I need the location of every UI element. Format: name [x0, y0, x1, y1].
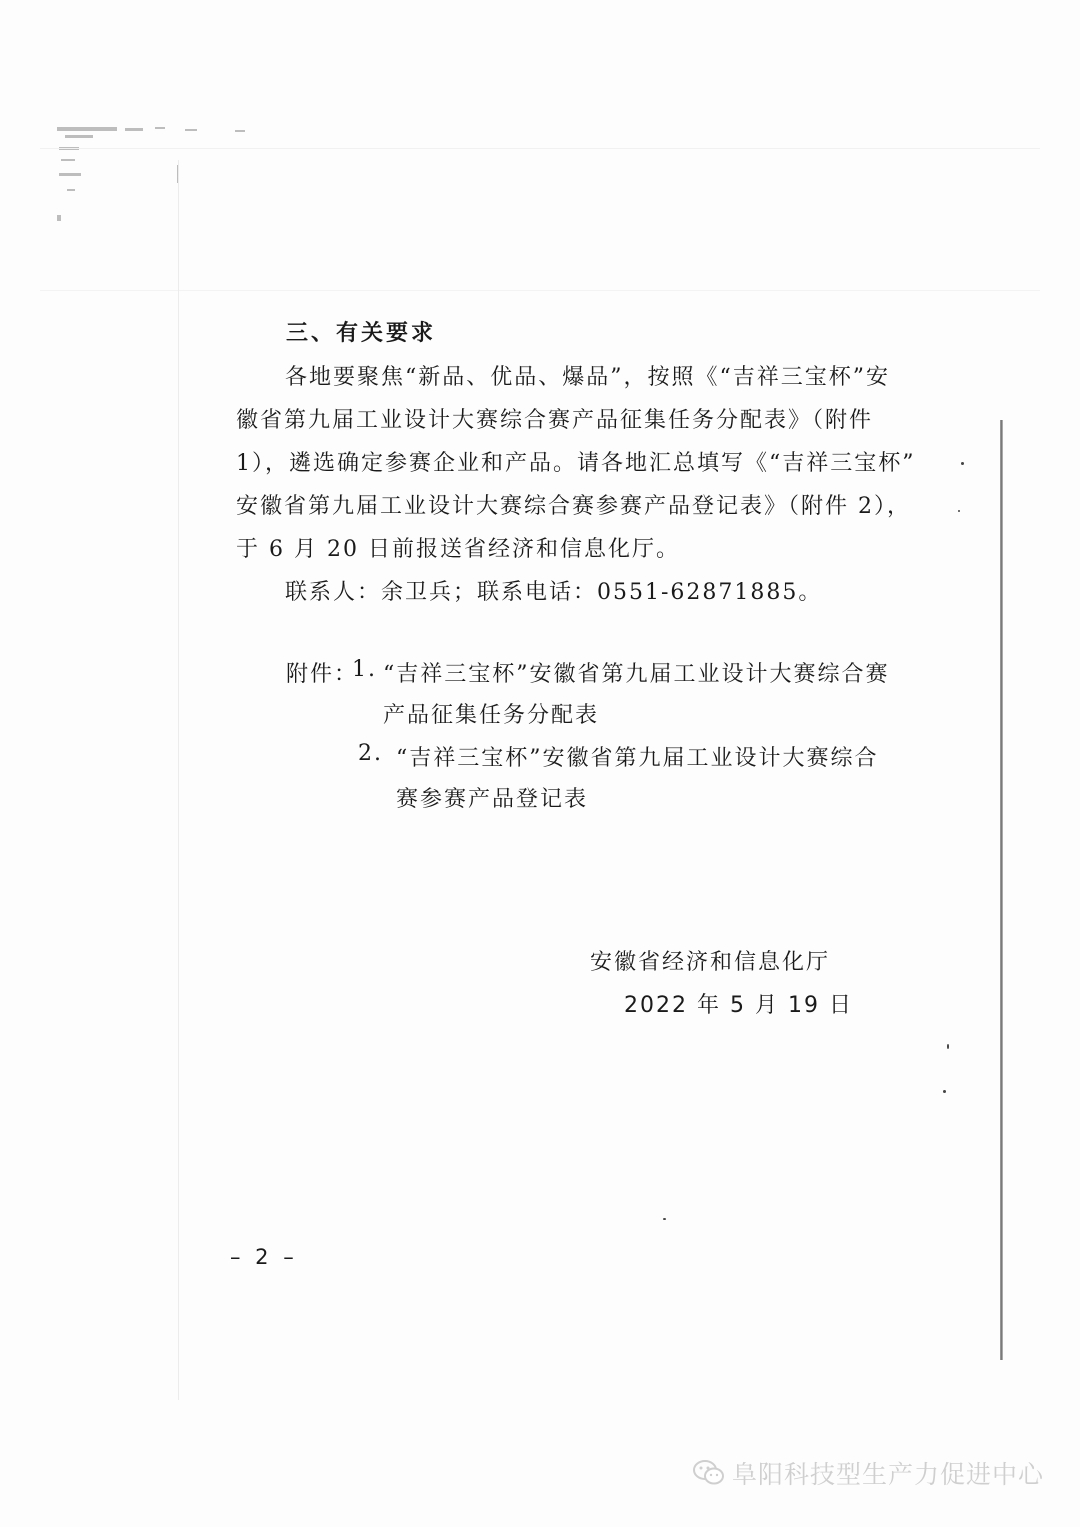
issue-date: 2022 年 5 月 19 日 — [624, 993, 853, 1018]
scan-margin-line — [178, 160, 179, 1400]
attachment-number: 2. — [358, 741, 383, 766]
attachment-number: 1. — [352, 657, 377, 682]
attachment-title: “吉祥三宝杯”安徽省第九届工业设计大赛综合赛 — [383, 662, 890, 687]
section-heading: 三、有关要求 — [286, 321, 437, 346]
scan-smudge — [55, 125, 255, 235]
contact-line: 联系人：余卫兵；联系电话：0551-62871885。 — [285, 580, 823, 605]
attachment-title-continued: 赛参赛产品登记表 — [396, 787, 589, 812]
scan-speck — [958, 510, 960, 512]
scan-speck — [961, 462, 964, 465]
attachment-title-continued: 产品征集任务分配表 — [383, 703, 600, 728]
requirements-paragraph — [236, 356, 916, 614]
scan-line — [40, 290, 1040, 291]
scan-line — [40, 148, 1040, 149]
scan-speck — [663, 1218, 666, 1220]
paragraph-line: 徽省第九届工业设计大赛综合赛产品征集任务分配表》（附件 — [236, 408, 874, 433]
issuing-organization: 安徽省经济和信息化厅 — [590, 950, 831, 975]
wechat-icon — [692, 1458, 726, 1488]
paragraph-line: 安徽省第九届工业设计大赛综合赛参赛产品登记表》（附件 2）， — [236, 494, 911, 519]
watermark-text: 阜阳科技型生产力促进中心 — [731, 1460, 1044, 1489]
paragraph-line: 1），遴选确定参赛企业和产品。请各地汇总填写《“吉祥三宝杯” — [236, 451, 916, 476]
paragraph-line: 各地要聚焦“新品、优品、爆品”，按照《“吉祥三宝杯”安 — [285, 365, 890, 390]
watermark — [692, 1455, 1044, 1491]
scan-edge-line — [1000, 420, 1003, 1360]
attachment-title: “吉祥三宝杯”安徽省第九届工业设计大赛综合 — [396, 746, 879, 771]
scan-speck — [947, 1044, 949, 1049]
paragraph-line: 于 6 月 20 日前报送省经济和信息化厅。 — [236, 537, 680, 562]
attachments-label: 附件： — [286, 662, 359, 687]
page-number: – 2 – — [230, 1245, 298, 1269]
scan-speck — [943, 1090, 946, 1093]
